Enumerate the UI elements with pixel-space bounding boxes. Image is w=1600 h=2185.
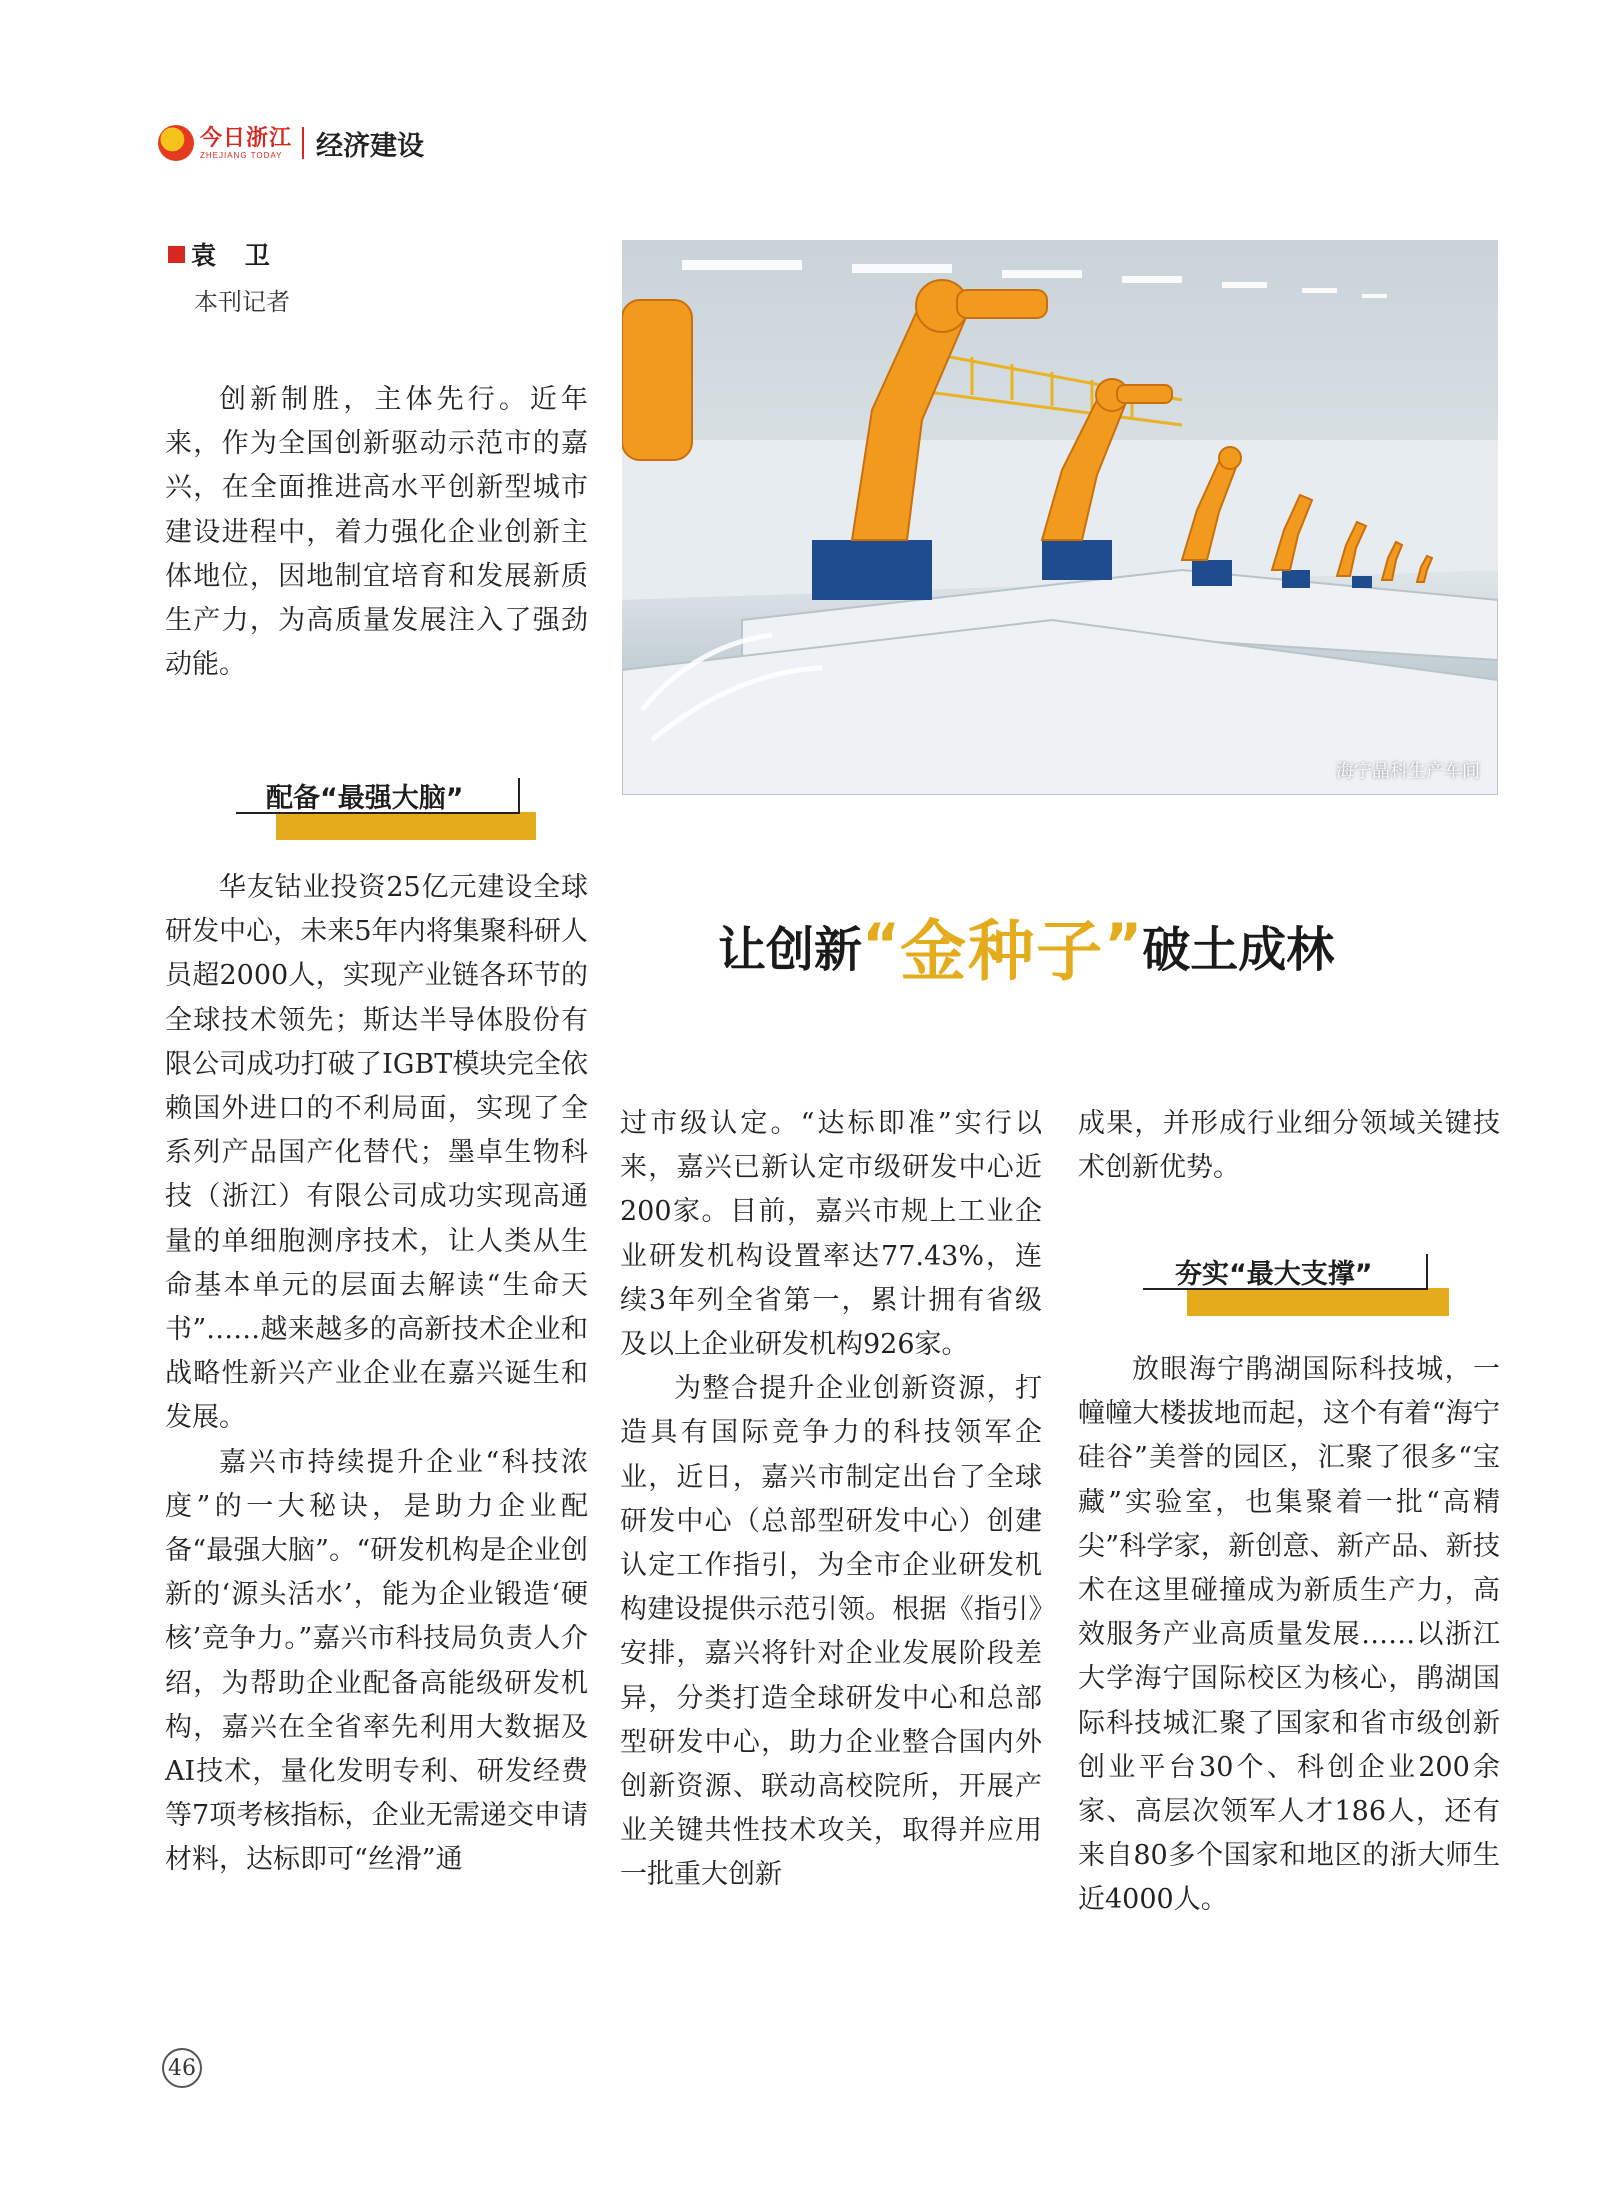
headline-part-c: 破土成林 xyxy=(1142,921,1335,978)
author-role: 本刊记者 xyxy=(194,288,290,316)
heading-bracket xyxy=(518,778,520,814)
paragraph-global-rd: 为整合提升企业创新资源，打造具有国际竞争力的科技领军企业，近日，嘉兴市制定出台了全球研发中心（总部型研发中心）创建认定工作指引，为全市企业研发机构建设提供示范引领。根据《指引》安排，嘉兴将针对企业发展阶段差异，分类打造全球研发中心和总部型研发中心，助力企业整合国内外创新资源、联动高校院所，开展产业关键共性技术攻关，取得并应用一批重大创新 xyxy=(620,1373,1042,1891)
section-heading-1-label: 配备“最强大脑” xyxy=(266,783,464,814)
headline-close-quote: ” xyxy=(1104,911,1143,979)
byline xyxy=(168,236,290,317)
section-heading-2-label: 夯实“最大支撑” xyxy=(1175,1259,1373,1290)
section-name: 经济建设 xyxy=(316,130,425,161)
header-divider xyxy=(302,127,304,159)
paragraph-huayou: 华友钴业投资25亿元建设全球研发中心，未来5年内将集聚科研人员超2000人，实现产业链各环节的全球技术领先；斯达半导体股份有限公司成功打破了IGBT模块完全依赖国外进口的不利局面，实现了全系列产品国产化替代；墨卓生物科技（浙江）有限公司成功实现高通量的单细胞测序技术，让人类从生命基本单元的层面去解读“生命天书”……越来越多的高新技术企业和战略性新兴产业企业在嘉兴诞生和发展。 xyxy=(165,872,588,1434)
red-square-icon xyxy=(168,246,185,263)
paragraph-global-rd-cont: 成果，并形成行业细分领域关键技术创新优势。 xyxy=(1078,1108,1500,1184)
heading-accent-bar xyxy=(276,812,536,840)
author-name xyxy=(168,236,290,272)
logo-english: ZHEJIANG TODAY xyxy=(200,150,283,160)
intro-paragraph: 创新制胜，主体先行。近年来，作为全国创新驱动示范市的嘉兴，在全面推进高水平创新型城市建设进程中，着力强化企业创新主体地位，因地制宜培育和发展新质生产力，为高质量发展注入了强劲动能。 xyxy=(165,384,588,681)
author-name-text: 袁 卫 xyxy=(191,241,280,270)
photo-caption: 海宁晶科生产车间 xyxy=(1336,761,1480,782)
section-heading-1 xyxy=(236,772,536,842)
logo-chinese: 今日浙江 xyxy=(200,124,293,151)
masthead xyxy=(158,118,424,168)
heading-bracket xyxy=(1426,1254,1428,1290)
factory-robot-arms-image xyxy=(622,240,1498,795)
column-1-body xyxy=(165,866,588,1883)
paragraph-strongest-brain: 嘉兴市持续提升企业“科技浓度”的一大秘诀，是助力企业配备“最强大脑”。“研发机构是企业创新的‘源头活水’，能为企业锻造‘硬核’竞争力。”嘉兴市科技局负责人介绍，为帮助企业配备高能级研发机构，嘉兴在全省率先利用大数据及AI技术，量化发明专利、研发经费等7项考核指标，企业无需递交申请材料，达标即可“丝滑”通 xyxy=(165,1446,588,1876)
headline-part-a: 让创新 xyxy=(718,921,863,978)
column-3-top xyxy=(1078,1102,1500,1190)
article-headline xyxy=(718,890,1334,1000)
heading-accent-bar xyxy=(1187,1288,1449,1316)
paragraph-strongest-brain-cont: 过市级认定。“达标即准”实行以来，嘉兴已新认定市级研发中心近200家。目前，嘉兴市规上工业企业研发机构设置率达77.43%，连续3年列全省第一，累计拥有省级及以上企业研发机构926家。 xyxy=(620,1108,1042,1361)
headline-highlight: 金种子 xyxy=(900,912,1105,990)
column-3-body xyxy=(1078,1348,1500,1923)
magazine-logo-icon xyxy=(158,125,194,161)
column-2-body xyxy=(620,1102,1042,1898)
headline-open-quote: “ xyxy=(862,911,901,979)
factory-photo xyxy=(622,240,1498,795)
magazine-logo xyxy=(200,124,293,160)
paragraph-haining: 放眼海宁鹃湖国际科技城，一幢幢大楼拔地而起，这个有着“海宁硅谷”美誉的园区，汇聚了很多“宝藏”实验室，也集聚着一批“高精尖”科学家，新创意、新产品、新技术在这里碰撞成为新质生产力，高效服务产业高质量发展……以浙江大学海宁国际校区为核心，鹃湖国际科技城汇聚了国家和省市级创新创业平台30个、科创企业200余家、高层次领军人才186人，还有来自80多个国家和地区的浙大师生近4000人。 xyxy=(1078,1354,1500,1916)
section-heading-2 xyxy=(1143,1250,1453,1320)
intro-paragraph-block xyxy=(165,378,588,687)
page-number: 46 xyxy=(162,2048,202,2088)
